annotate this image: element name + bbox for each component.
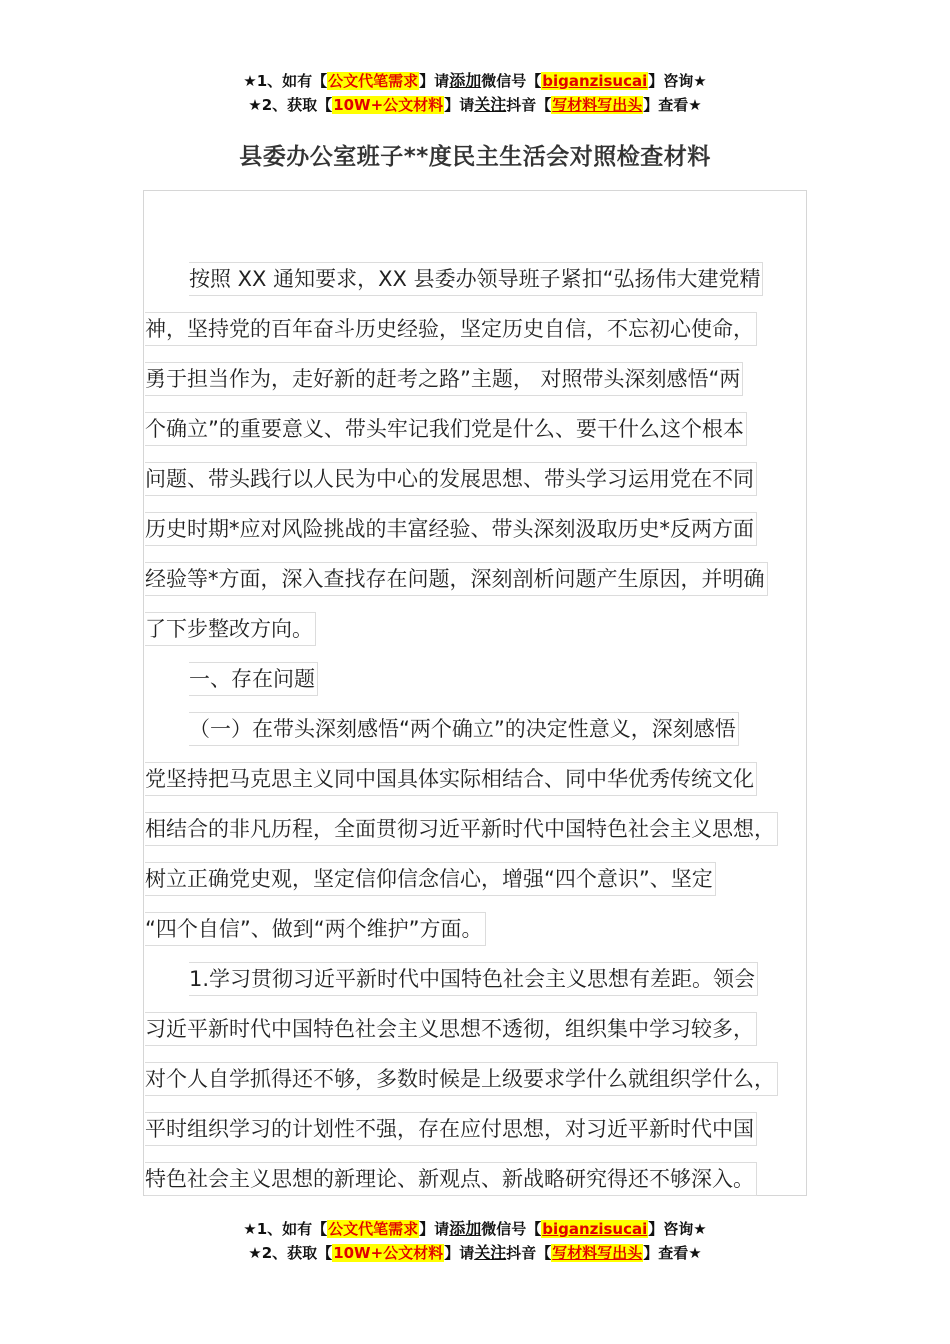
promo-text: 】查看★ (643, 1244, 702, 1262)
line-text: 特色社会主义思想的新理论、新观点、新战略研究得还不够深入。 (145, 1162, 757, 1196)
text-line (145, 1003, 807, 1053)
line-text: 神，坚持党的百年奋斗历史经验，坚定历史自信，不忘初心使命， (145, 312, 757, 346)
promo-highlight: 公文代笔需求 (328, 72, 419, 90)
line-text: 一、存在问题 (189, 662, 318, 696)
text-line (145, 553, 807, 603)
text-line (145, 1053, 807, 1103)
promo-banner-bottom (0, 1217, 950, 1265)
line-text: 1.学习贯彻习近平新时代中国特色社会主义思想有差距。领会 (189, 962, 758, 996)
text-line (145, 953, 807, 1003)
line-text: “四个自信”、做到“两个维护”方面。 (145, 912, 486, 946)
promo-text: 微信号【 (481, 1220, 542, 1238)
line-text: 历史时期*应对风险挑战的丰富经验、带头深刻汲取历史*反两方面 (145, 512, 757, 546)
promo-text: 】咨询★ (648, 72, 707, 90)
promo-highlight: 公文代笔需求 (328, 1220, 419, 1238)
promo-text: ★2、获取【 (248, 1244, 333, 1262)
promo-emphasis: 关注 (474, 95, 507, 114)
promo-emphasis: 添加 (449, 1219, 482, 1238)
text-line (145, 303, 807, 353)
line-text: 按照 XX 通知要求，XX 县委办领导班子紧扣“弘扬伟大建党精 (189, 262, 763, 296)
promo-text: 抖音【 (506, 1244, 552, 1262)
text-line (145, 453, 807, 503)
line-text: 对个人自学抓得还不够，多数时候是上级要求学什么就组织学什么， (145, 1062, 778, 1096)
line-text: 勇于担当作为，走好新的赶考之路”主题， 对照带头深刻感悟“两 (145, 362, 743, 396)
line-text: 习近平新时代中国特色社会主义思想不透彻，组织集中学习较多， (145, 1012, 757, 1046)
promo-line-2 (0, 93, 950, 117)
promo-emphasis: 添加 (449, 71, 482, 90)
text-line (145, 253, 807, 303)
promo-text: 】咨询★ (648, 1220, 707, 1238)
text-line (145, 703, 807, 753)
promo-text: ★1、如有【 (243, 1220, 328, 1238)
promo-line-2 (0, 1241, 950, 1265)
promo-highlight-douyin: 写材料写出头 (552, 96, 643, 114)
promo-highlight-wechat: biganzisucai (542, 1220, 648, 1238)
promo-text: 抖音【 (506, 96, 552, 114)
promo-text: 】请 (444, 1244, 475, 1262)
document-title: 县委办公室班子**度民主生活会对照检查材料 (239, 144, 711, 170)
line-text: 平时组织学习的计划性不强，存在应付思想，对习近平新时代中国 (145, 1112, 757, 1146)
text-line (145, 353, 807, 403)
promo-line-1 (0, 1217, 950, 1241)
line-text: （一）在带头深刻感悟“两个确立”的决定性意义，深刻感悟 (189, 712, 739, 746)
line-text: 经验等*方面，深入查找存在问题，深刻剖析问题产生原因，并明确 (145, 562, 768, 596)
promo-emphasis: 关注 (474, 1243, 507, 1262)
line-text: 树立正确党史观，坚定信仰信念信心，增强“四个意识”、坚定 (145, 862, 716, 896)
promo-text: 】请 (419, 1220, 450, 1238)
promo-text: 】查看★ (643, 96, 702, 114)
promo-highlight: 10W+公文材料 (333, 1244, 444, 1262)
promo-highlight: 10W+公文材料 (333, 96, 444, 114)
text-line (145, 1153, 807, 1203)
line-text: 党坚持把马克思主义同中国具体实际相结合、同中华优秀传统文化 (145, 762, 757, 796)
text-line (145, 403, 807, 453)
text-line (145, 503, 807, 553)
promo-highlight-douyin: 写材料写出头 (552, 1244, 643, 1262)
section-heading (145, 653, 807, 703)
text-line (145, 753, 807, 803)
promo-text: 】请 (444, 96, 475, 114)
text-line (145, 603, 807, 653)
line-text: 问题、带头践行以人民为中心的发展思想、带头学习运用党在不同 (145, 462, 757, 496)
line-text: 个确立”的重要意义、带头牢记我们党是什么、要干什么这个根本 (145, 412, 747, 446)
promo-line-1 (0, 69, 950, 93)
line-text: 相结合的非凡历程，全面贯彻习近平新时代中国特色社会主义思想， (145, 812, 778, 846)
line-text: 了下步整改方向。 (145, 612, 316, 646)
text-line (145, 903, 807, 953)
promo-banner-top (0, 69, 950, 117)
text-line (145, 853, 807, 903)
text-line (145, 1103, 807, 1153)
promo-text: 】请 (419, 72, 450, 90)
document-body (145, 253, 807, 1203)
text-line (145, 803, 807, 853)
promo-text: ★1、如有【 (243, 72, 328, 90)
promo-highlight-wechat: biganzisucai (542, 72, 648, 90)
promo-text: ★2、获取【 (248, 96, 333, 114)
promo-text: 微信号【 (481, 72, 542, 90)
